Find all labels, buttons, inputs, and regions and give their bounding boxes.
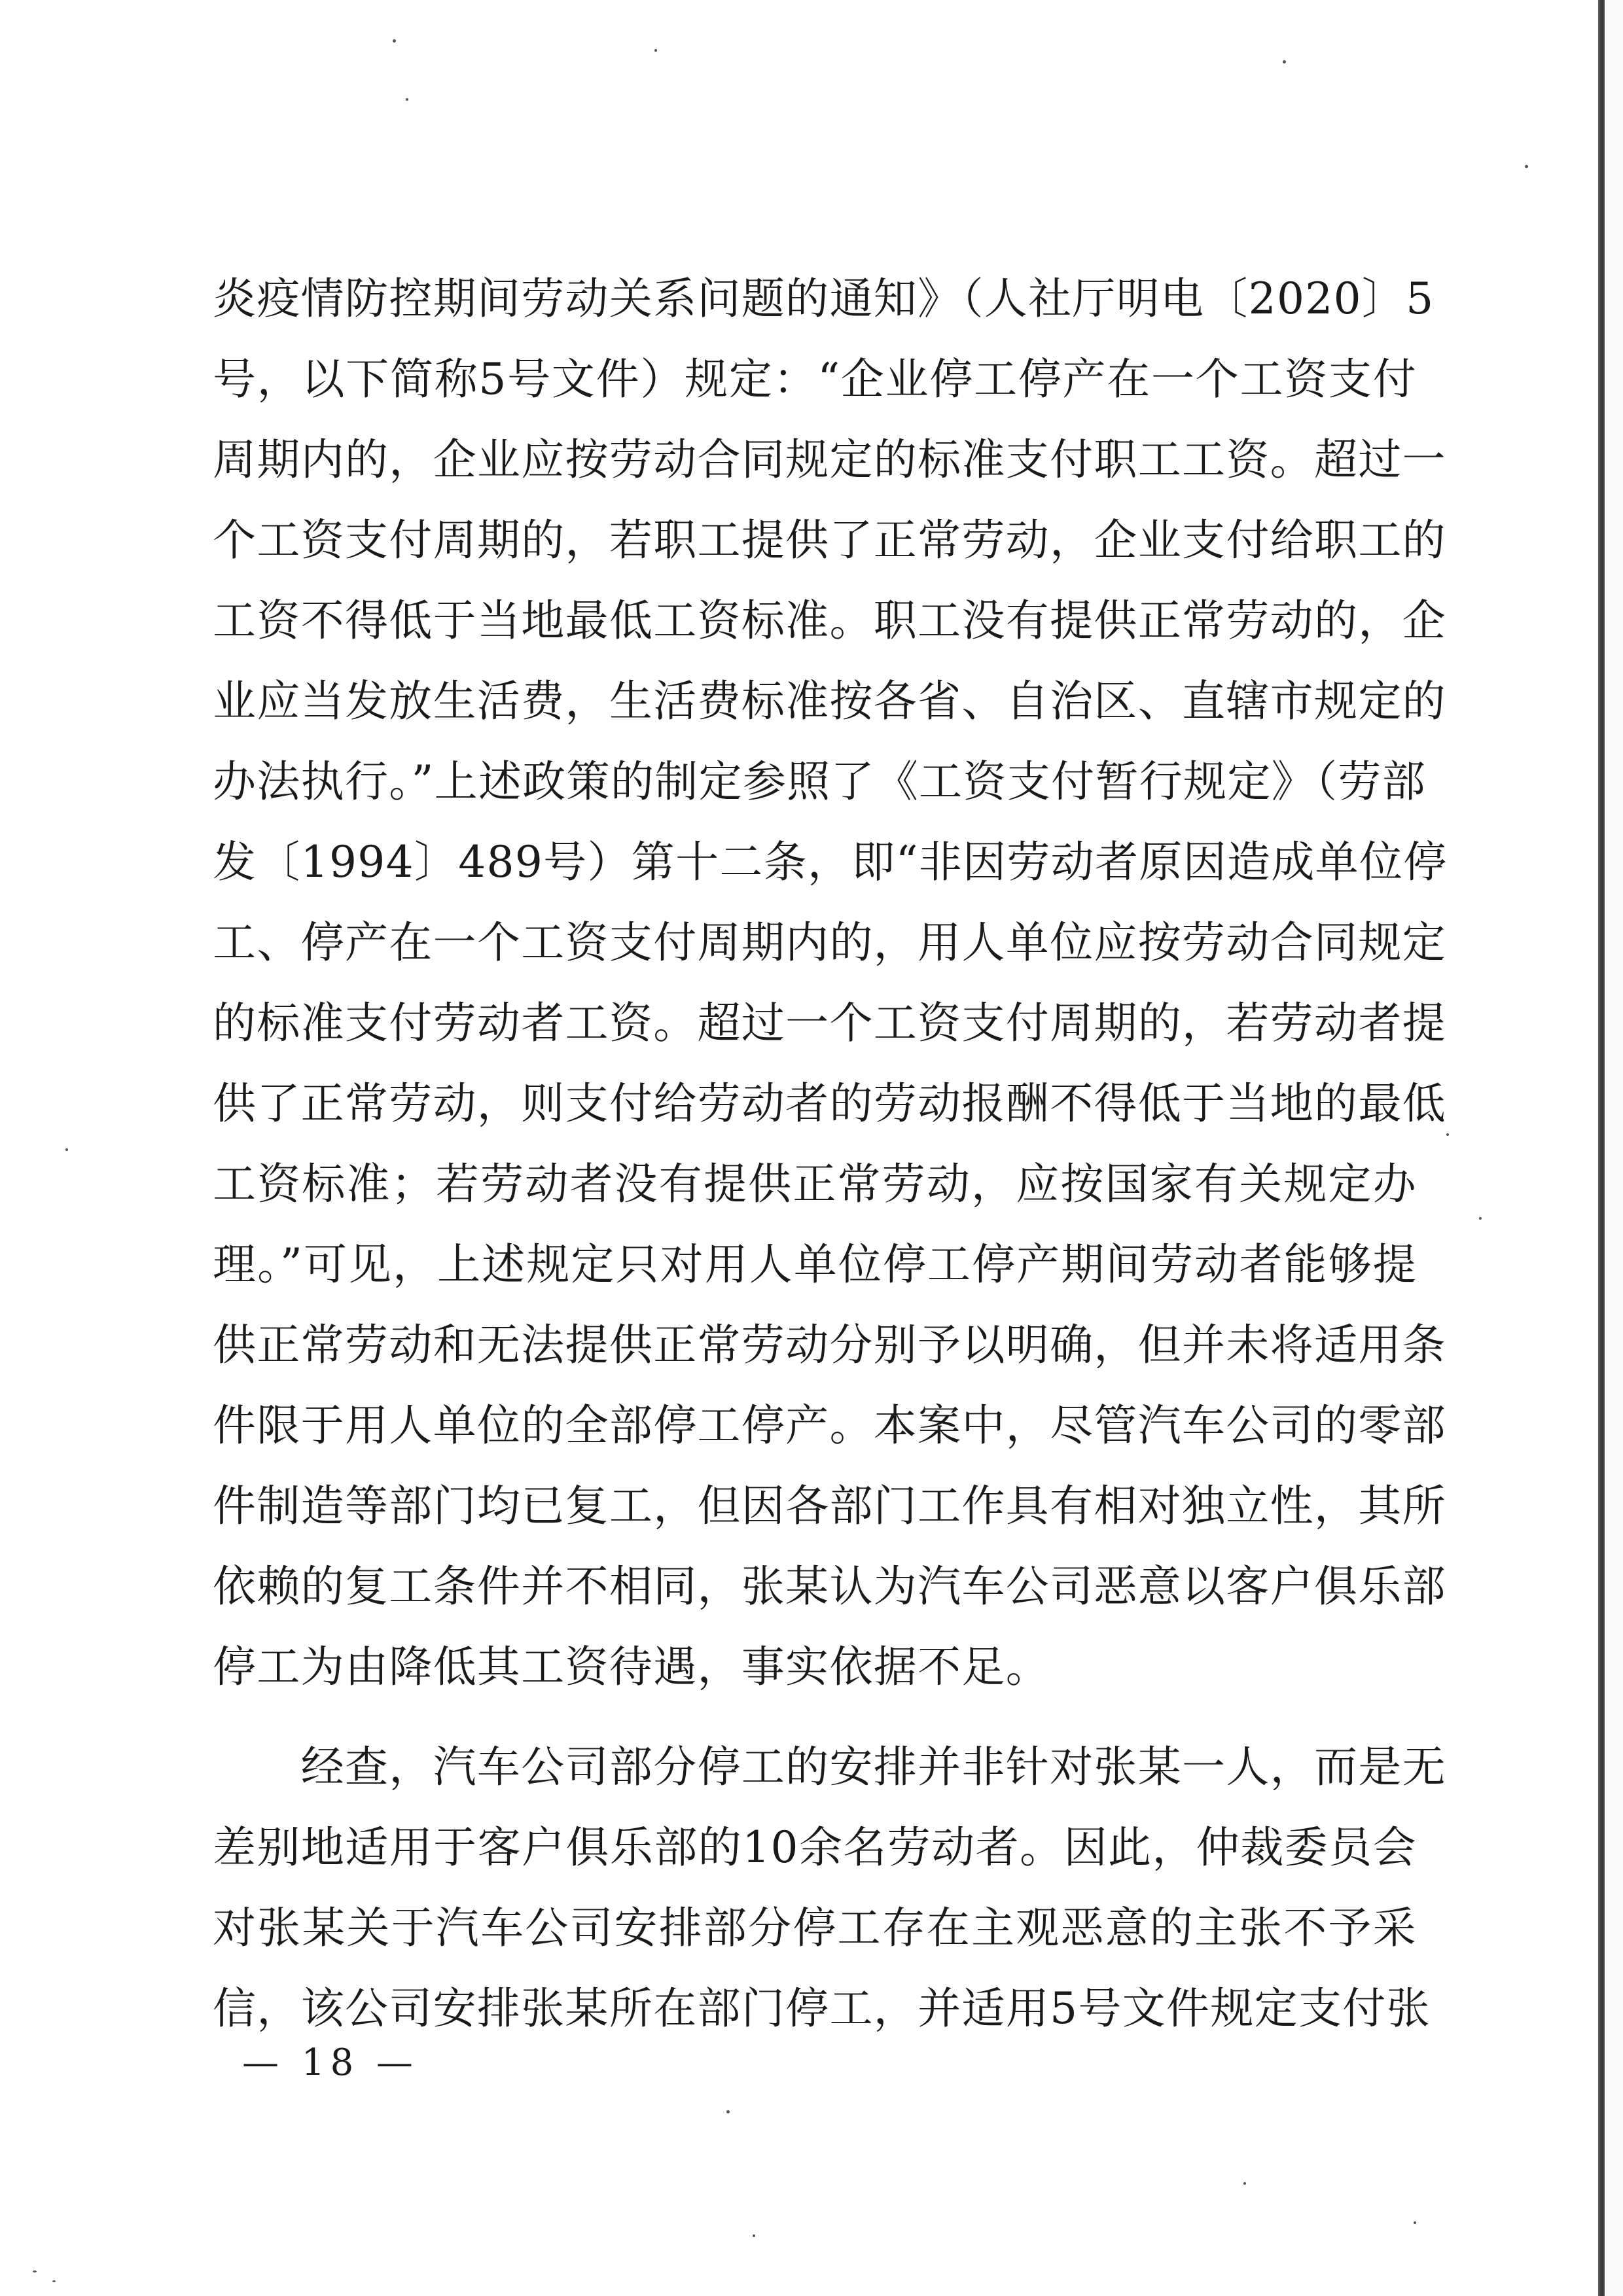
scan-speck bbox=[753, 2234, 755, 2237]
text-line: 办法执行。”上述政策的制定参照了《工资支付暂行规定》（劳部 bbox=[213, 756, 1427, 807]
scan-speck bbox=[654, 49, 657, 52]
scan-speck bbox=[393, 39, 396, 43]
scan-speck bbox=[1283, 60, 1286, 63]
scan-speck bbox=[406, 98, 408, 101]
text-line: 理。”可见，上述规定只对用人单位停工停产期间劳动者能够提 bbox=[213, 1239, 1417, 1290]
text-line: 对张某关于汽车公司安排部分停工存在主观恶意的主张不予采 bbox=[213, 1903, 1417, 1953]
page-number: — 18 — bbox=[242, 2041, 419, 2084]
scan-speck bbox=[726, 2110, 730, 2113]
scan-speck bbox=[1414, 2221, 1416, 2224]
scan-speck bbox=[1446, 1133, 1449, 1136]
text-line: 件限于用人单位的全部停工停产。本案中，尽管汽车公司的零部 bbox=[213, 1400, 1446, 1451]
scan-speck bbox=[1525, 165, 1528, 168]
scan-speck bbox=[52, 2280, 56, 2282]
text-line: 号，以下简称5号文件）规定：“企业停工停产在一个工资支付 bbox=[213, 354, 1417, 404]
scan-speck bbox=[33, 2270, 37, 2272]
text-line: 依赖的复工条件并不相同，张某认为汽车公司恶意以客户俱乐部 bbox=[213, 1561, 1446, 1612]
text-line: 炎疫情防控期间劳动关系问题的通知》（人社厅明电〔2020〕5 bbox=[213, 274, 1435, 324]
text-line: 业应当发放生活费，生活费标准按各省、自治区、直辖市规定的 bbox=[213, 676, 1446, 726]
text-line: 的标准支付劳动者工资。超过一个工资支付周期的，若劳动者提 bbox=[213, 998, 1446, 1048]
scan-speck bbox=[65, 1148, 68, 1151]
scan-edge-shadow bbox=[1598, 0, 1605, 2296]
text-line: 个工资支付周期的，若职工提供了正常劳动，企业支付给职工的 bbox=[213, 515, 1446, 565]
scan-speck bbox=[1479, 1217, 1482, 1220]
text-line: 停工为由降低其工资待遇，事实依据不足。 bbox=[213, 1642, 1050, 1692]
text-line: 件制造等部门均已复工，但因各部门工作具有相对独立性，其所 bbox=[213, 1481, 1446, 1531]
paragraph-1 bbox=[213, 258, 1448, 1707]
text-line: 工资不得低于当地最低工资标准。职工没有提供正常劳动的，企 bbox=[213, 595, 1446, 646]
text-line: 工、停产在一个工资支付周期内的，用人单位应按劳动合同规定 bbox=[213, 917, 1446, 968]
text-line: 经查，汽车公司部分停工的安排并非针对张某一人，而是无 bbox=[213, 1742, 1446, 1792]
text-line: 工资标准；若劳动者没有提供正常劳动，应按国家有关规定办 bbox=[213, 1159, 1417, 1209]
paragraph-spacer bbox=[213, 1707, 1417, 1727]
text-line: 供正常劳动和无法提供正常劳动分别予以明确，但并未将适用条 bbox=[213, 1320, 1446, 1370]
text-line: 差别地适用于客户俱乐部的10余名劳动者。因此，仲裁委员会 bbox=[213, 1822, 1417, 1873]
text-line: 供了正常劳动，则支付给劳动者的劳动报酬不得低于当地的最低 bbox=[213, 1078, 1446, 1129]
text-line: 信，该公司安排张某所在部门停工，并适用5号文件规定支付张 bbox=[213, 1983, 1431, 2034]
scan-margin bbox=[1605, 0, 1623, 2296]
text-line: 周期内的，企业应按劳动合同规定的标准支付职工工资。超过一 bbox=[213, 434, 1446, 485]
body-text bbox=[213, 258, 1448, 2049]
paragraph-2 bbox=[213, 1727, 1446, 2049]
text-line: 发〔1994〕489号）第十二条，即“非因劳动者原因造成单位停 bbox=[213, 837, 1448, 887]
scan-speck bbox=[1243, 2182, 1246, 2185]
